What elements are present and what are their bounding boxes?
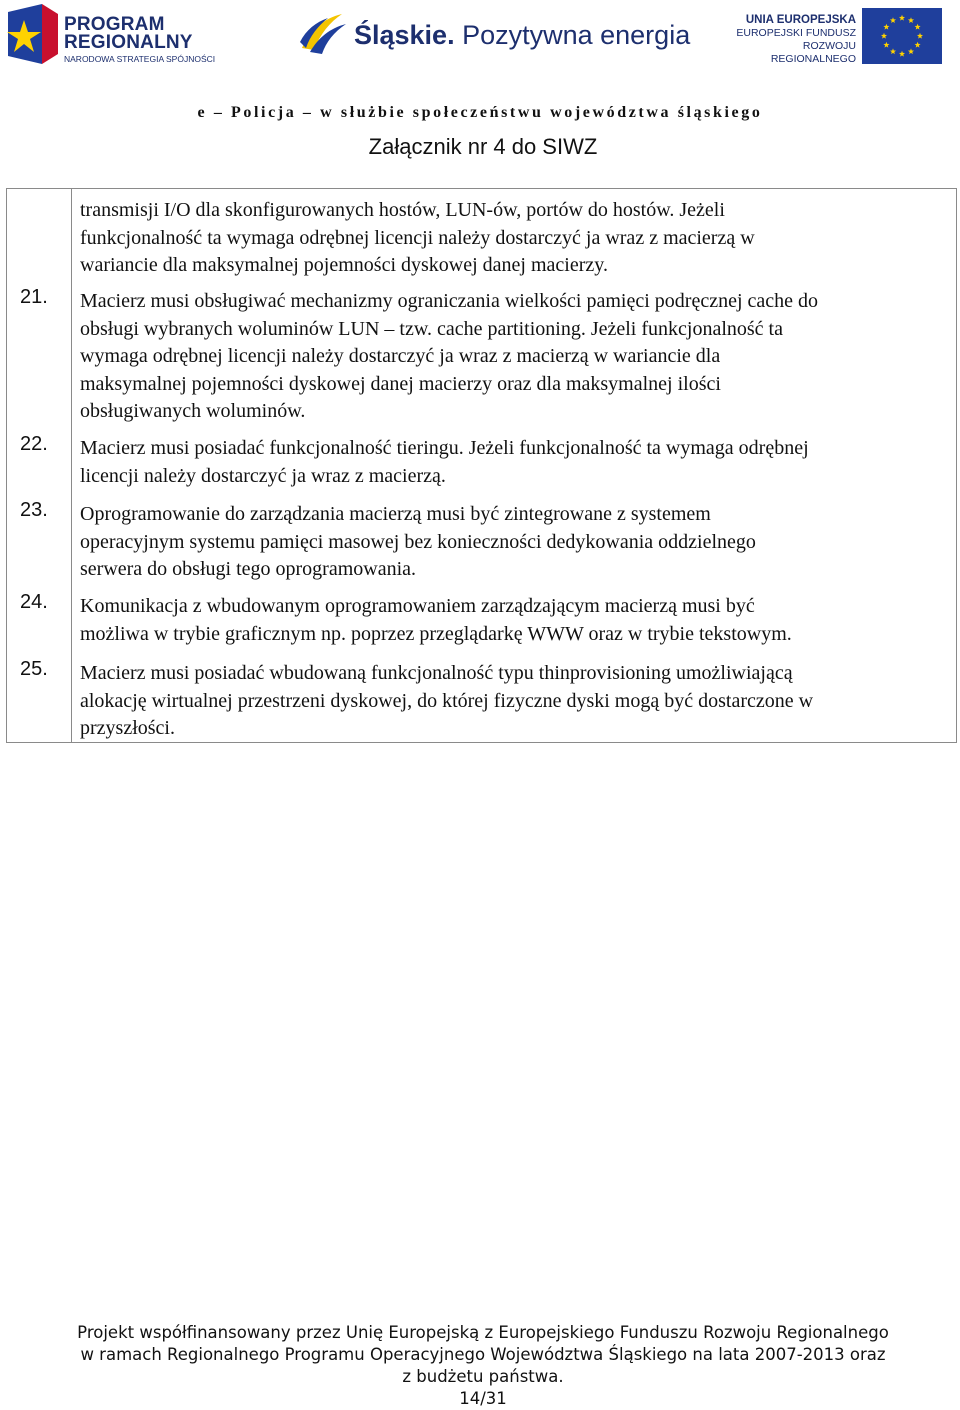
requirements-table: [6, 188, 957, 743]
requirement-text: Oprogramowanie do zarządzania macierzą musi być zintegrowane z systemem operacyjnym systemu pamięci masowej bez konieczności dedykowania oddzielnego serwera do obsługi tego oprogramowania.: [80, 503, 756, 580]
column-divider: [71, 189, 72, 742]
eu-logo-text: UNIA EUROPEJSKA EUROPEJSKI FUNDUSZ ROZWOJU REGIONALNEGO: [736, 14, 856, 65]
row-number: 21.: [20, 286, 48, 308]
requirement-text: Macierz musi obsługiwać mechanizmy ograniczania wielkości pamięci podręcznej cache do obsługi wybranych woluminów LUN – tzw. cache partitioning. Jeżeli funkcjonalność ta wymaga odrębnej licencji należy dostarczyć ja wraz z macierzą w wariancie dla maksymalnej pojemności dyskowej danej macierzy oraz dla maksymalnej ilości obsługiwanych woluminów.: [80, 290, 819, 422]
slaskie-logo: [296, 8, 691, 58]
row-number: 22.: [20, 433, 48, 455]
row-number: 25.: [20, 658, 48, 680]
page-number: 14/31: [459, 1389, 507, 1408]
program-regionalny-title: PROGRAM REGIONALNY: [64, 14, 193, 53]
footer: [0, 1322, 960, 1410]
logo-bar: [0, 0, 960, 72]
eu-flag-icon: [862, 8, 942, 64]
row-number: 24.: [20, 591, 48, 613]
page-title: e – Policja – w służbie społeczeństwu województwa śląskiego: [197, 104, 763, 121]
footer-line: z budżetu państwa.: [402, 1367, 564, 1386]
eu-logo: [716, 8, 946, 64]
footer-line: w ramach Regionalnego Programu Operacyjnego Województwa Śląskiego na lata 2007-2013 oraz: [80, 1345, 886, 1364]
requirement-text: Komunikacja z wbudowanym oprogramowaniem zarządzającym macierzą musi być możliwa w trybie graficznym np. poprzez przeglądarkę WWW oraz w trybie tekstowym.: [80, 595, 792, 645]
requirement-text: Macierz musi posiadać funkcjonalność tieringu. Jeżeli funkcjonalność ta wymaga odrębnej licencji należy dostarczyć ja wraz z macierzą.: [80, 437, 809, 487]
footer-line: Projekt współfinansowany przez Unię Europejską z Europejskiego Funduszu Rozwoju Regionalnego: [77, 1323, 889, 1342]
requirement-text: transmisji I/O dla skonfigurowanych hostów, LUN-ów, portów do hostów. Jeżeli funkcjonalność ta wymaga odrębnej licencji należy dostarczyć ja wraz z macierzą w wariancie dla maksymalnej pojemności dyskowej danej macierzy.: [80, 199, 755, 276]
slaskie-slogan: Śląskie. Pozytywna energia: [354, 20, 691, 50]
requirement-text: Macierz musi posiadać wbudowaną funkcjonalność typu thinprovisioning umożliwiającą alokację wirtualnej przestrzeni dyskowej, do której fizyczne dyski mogą być dostarczone w przyszłości.: [80, 662, 814, 739]
attachment-title: Załącznik nr 4 do SIWZ: [368, 134, 598, 159]
program-regionalny-subtitle: NARODOWA STRATEGIA SPÓJNOŚCI: [64, 54, 216, 64]
program-regionalny-logo: [4, 2, 224, 68]
star-flag-icon: [4, 2, 62, 68]
row-number: 23.: [20, 499, 48, 521]
flame-swoosh-icon: [296, 8, 348, 58]
